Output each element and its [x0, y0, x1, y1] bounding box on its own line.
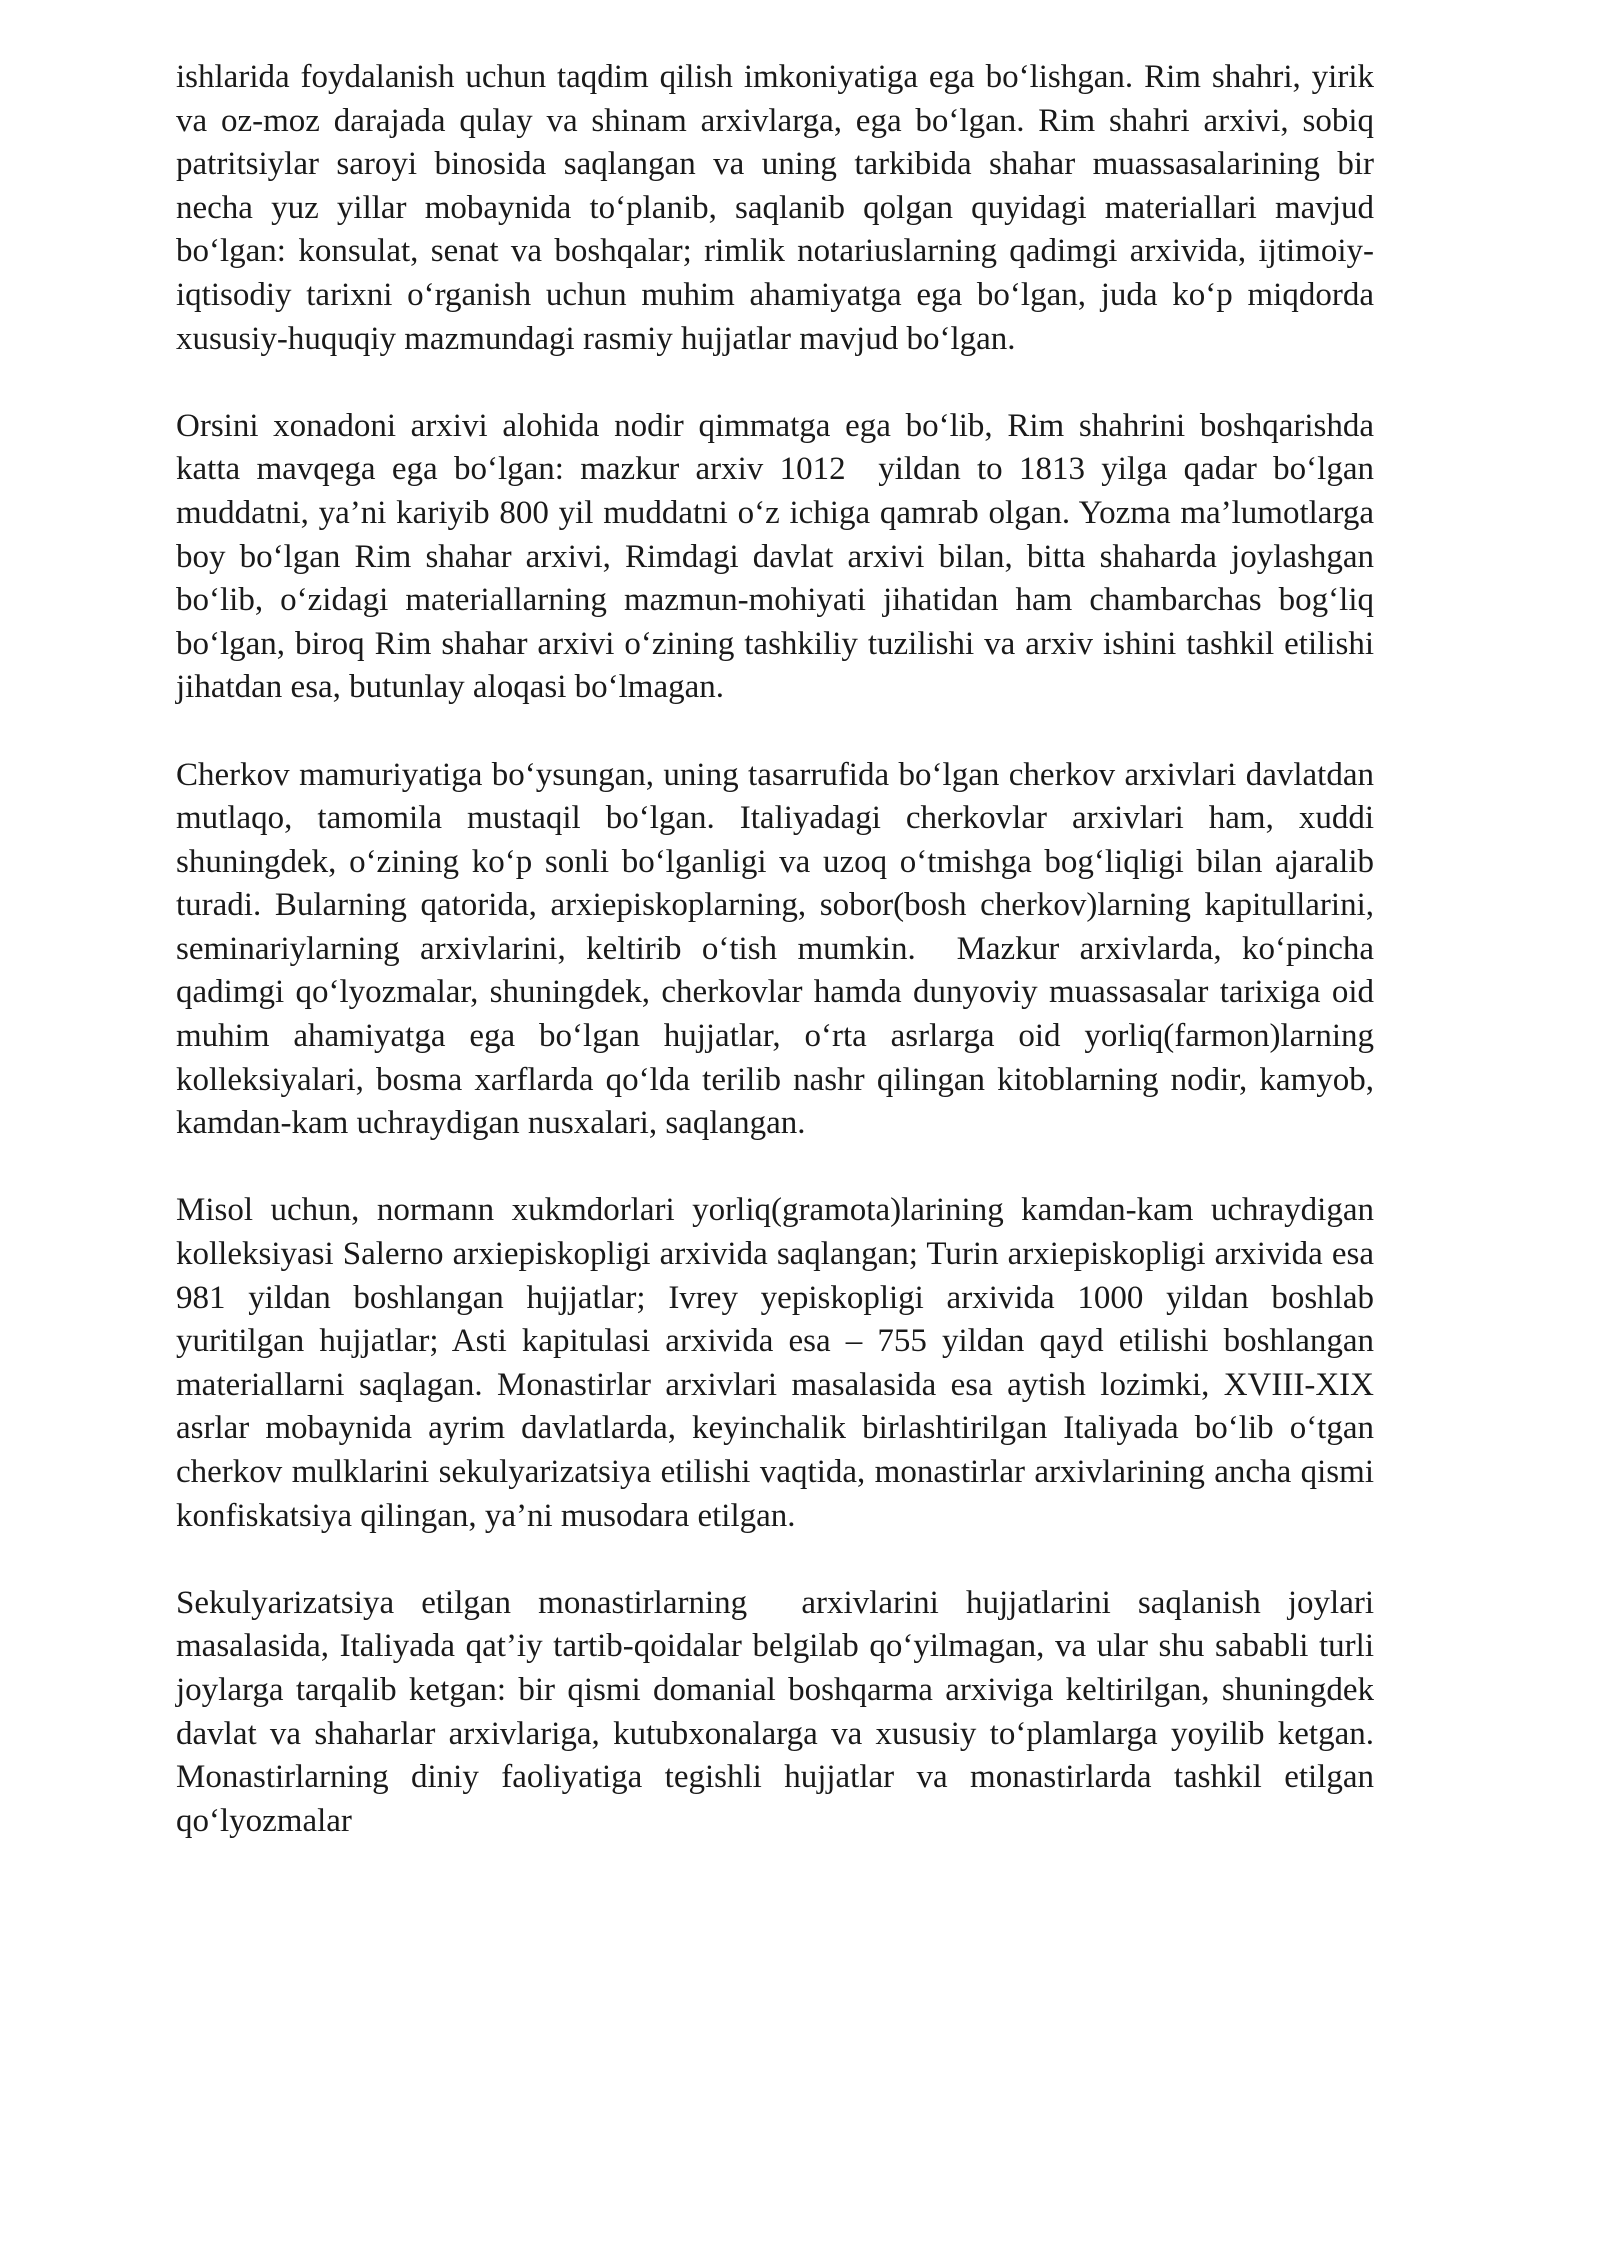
paragraph-4: Misol uchun, normann xukmdorlari yorliq(gramota)larining kamdan-kam uchraydigan kolleksiyasi Salerno arxiepiskopligi arxivida saqlangan; Turin arxiepiskopligi arxivida esa 981 yildan boshlangan hujjatlar; Ivrey yepiskopligi arxivida 1000 yildan boshlab yuritilgan hujjatlar; Asti kapitulasi arxivida esa – 755 yildan qayd etilishi boshlangan materiallarni saqlagan. Monastirlar arxivlari masalasida esa aytish lozimki, XVIII-XIX asrlar mobaynida ayrim davlatlarda, keyinchalik birlashtirilgan Italiyada bo‘lib o‘tgan cherkov mulklarini sekulyarizatsiya etilishi vaqtida, monastirlar arxivlarining ancha qismi konfiskatsiya qilingan, ya’ni musodara etilgan.: [176, 1192, 1383, 1534]
paragraph-1: ishlarida foydalanish uchun taqdim qilish imkoniyatiga ega bo‘lishgan. Rim shahri, yirik va oz-moz darajada qulay va shinam arxivlarga, ega bo‘lgan. Rim shahri arxivi, sobiq patritsiylar saroyi binosida saqlangan va uning tarkibida shahar muassasalarining bir necha yuz yillar mobaynida to‘planib, saqlanib qolgan quyidagi materiallari mavjud bo‘lgan: konsulat, senat va boshqalar; rimlik notariuslarning qadimgi arxivida, ijtimoiy-iqtisodiy tarixni o‘rganish uchun muhim ahamiyatga ega bo‘lgan, juda ko‘p miqdorda xususiy-huquqiy mazmundagi rasmiy hujjatlar mavjud bo‘lgan.: [176, 59, 1383, 357]
paragraph-3: Cherkov mamuriyatiga bo‘ysungan, uning tasarrufida bo‘lgan cherkov arxivlari davlatdan mutlaqo, tamomila mustaqil bo‘lgan. Italiyadagi cherkovlar arxivlari ham, xuddi shuningdek, o‘zining ko‘p sonli bo‘lganligi va uzoq o‘tmishga bog‘liqligi bilan ajaralib turadi. Bularning qatorida, arxiepiskoplarning, sobor(bosh cherkov)larning kapitullarini, seminariylarning arxivlarini, keltirib o‘tish mumkin. Mazkur arxivlarda, ko‘pincha qadimgi qo‘lyozmalar, shuningdek, cherkovlar hamda dunyoviy muassasalar tarixiga oid muhim ahamiyatga ega bo‘lgan hujjatlar, o‘rta asrlarga oid yorliq(farmon)larning kolleksiyalari, bosma xarflarda qo‘lda terilib nashr qilingan kitoblarning nodir, kamyob, kamdan-kam uchraydigan nusxalari, saqlangan.: [176, 756, 1383, 1142]
paragraph-5: Sekulyarizatsiya etilgan monastirlarning arxivlarini hujjatlarini saqlanish joylari masalasida, Italiyada qat’iy tartib-qoidalar belgilab qo‘yilmagan, va ular shu sababli turli joylarga tarqalib ketgan: bir qismi domanial boshqarma arxiviga keltirilgan, shuningdek davlat va shaharlar arxivlariga, kutubxonalarga va xususiy to‘plamlarga yoyilib ketgan. Monastirlarning diniy faoliyatiga tegishli hujjatlar va monastirlarda tashkil etilgan qo‘lyozmalar: [176, 1584, 1391, 1839]
document-page: [176, 56, 1391, 1843]
paragraph-2: Orsini xonadoni arxivi alohida nodir qimmatga ega bo‘lib, Rim shahrini boshqarishda katta mavqega ega bo‘lgan: mazkur arxiv 1012 yildan to 1813 yilga qadar bo‘lgan muddatni, ya’ni kariyib 800 yil muddatni o‘z ichiga qamrab olgan. Yozma ma’lumotlarga boy bo‘lgan Rim shahar arxivi, Rimdagi davlat arxivi bilan, bitta shaharda joylashgan bo‘lib, o‘zidagi materiallarning mazmun-mohiyati jihatidan ham chambarchas bog‘liq bo‘lgan, biroq Rim shahar arxivi o‘zining tashkiliy tuzilishi va arxiv ishini tashkil etilishi jihatdan esa, butunlay aloqasi bo‘lmagan.: [176, 407, 1383, 706]
